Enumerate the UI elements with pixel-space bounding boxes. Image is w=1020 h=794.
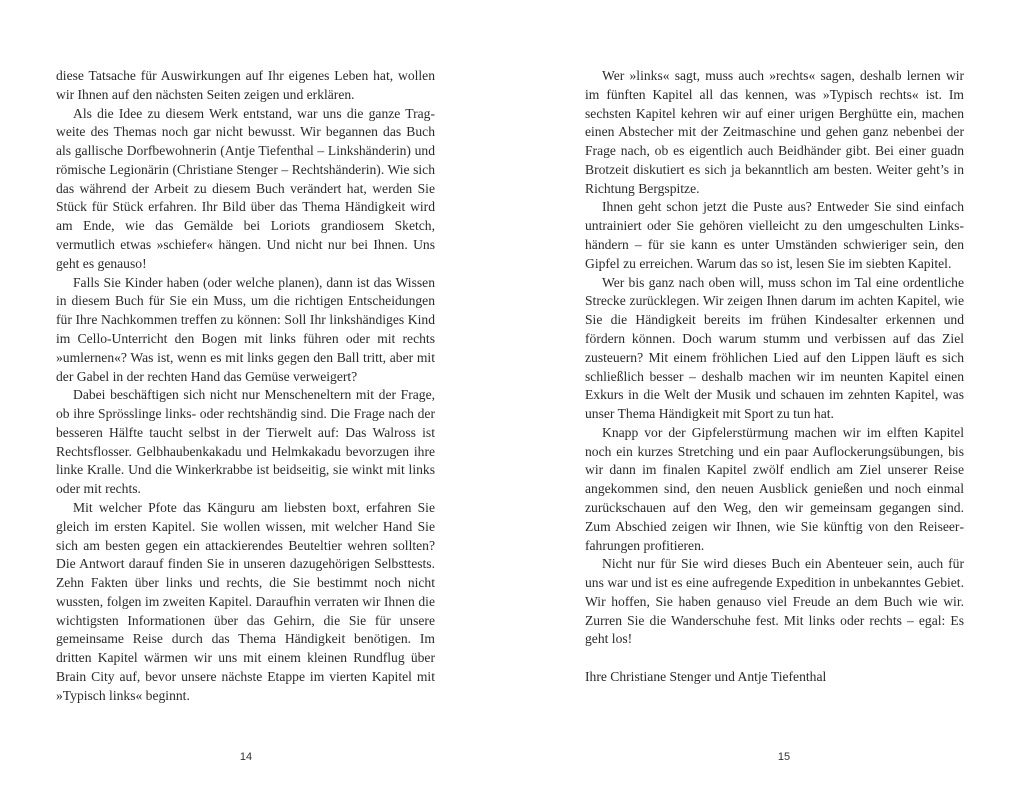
paragraph: diese Tatsache für Auswirkungen auf Ihr eigenes Leben hat, wollen wir Ihnen auf den nächsten Seiten zeigen und erklären. (56, 68, 435, 102)
signature: Ihre Christiane Stenger und Antje Tiefenthal (585, 668, 827, 684)
paragraph: Dabei beschäftigen sich nicht nur Menscheneltern mit der Frage, ob ihre Sprösslinge links- oder rechtshändig sind. Die Frage nach der besseren Hälfte taucht selbst in der Tierwelt auf: Das Walross ist Rechtsflosser. Gelbhaubenkakadu und Helmkakadu bevorzugen ihre linke Kralle. Und die Winkerkrabbe ist beidseitig, sie winkt mit links oder mit rechts. (56, 387, 435, 497)
paragraph: Nicht nur für Sie wird dieses Buch ein Abenteuer sein, auch für uns war und ist es eine aufregende Expedition in unbekanntes Gebiet. Wir hoffen, Sie haben genauso viel Freude an dem Buch wie wir. Zurren Sie die Wanderschuhe fest. Mit links oder rechts – egal: Es geht los! (585, 556, 964, 647)
page-number: 15 (777, 751, 791, 763)
paragraph: Wer »links« sagt, muss auch »rechts« sagen, deshalb lernen wir im fünften Kapitel all das kennen, was »Typisch rechts« ist. Im sechsten Kapitel kehren wir auf einer urigen Berghütte ein, machen einen Abstecher mit der Zeitmaschine und gehen ganz nebenbei der Frage nach, ob es eigentlich auch Beidhänder gibt. Bei einer guadn Brotzeit diskutiert es sich ja bekanntlich am besten. Weiter geht’s in Richtung Bergspitze. (585, 68, 964, 196)
right-page (510, 0, 1020, 794)
paragraph: Knapp vor der Gipfelerstürmung machen wir im elften Kapitel noch ein kurzes Stretching und ein paar Auflockerungsübungen, bis wir dann im finalen Kapitel zwölf endlich am Ziel unserer Reise angekommen sind, den neuen Ausblick genießen und noch einmal zurückschauen auf den Weg, den wir gemeinsam gegangen sind. Zum Abschied zeigen wir Ihnen, wie Sie künftig von den Reiseerfahrungen profitieren. (585, 424, 964, 553)
paragraph: Ihnen geht schon jetzt die Puste aus? Entweder Sie sind einfach untrainiert oder Sie gehören vielleicht zu den umgeschulten Linkshändern – für sie kann es unter Umständen schwieriger sein, den Gipfel zu erreichen. Warum das so ist, lesen Sie im siebten Kapitel. (585, 199, 964, 271)
right-page-text (585, 67, 964, 687)
paragraph: Falls Sie Kinder haben (oder welche planen), dann ist das Wissen in diesem Buch für Sie ein Muss, um die richtigen Entscheidungen für Ihre Nachkommen treffen zu können: Soll Ihr linkshändiges Kind im Cello-Unterricht den Bogen mit links führen oder mit rechts »umlernen«? Was ist, wenn es mit links gegen den Ball tritt, aber mit der Gabel in der rechten Hand das Gemüse verweigert? (56, 274, 435, 384)
left-page-text (56, 67, 435, 706)
page-number: 14 (239, 751, 253, 763)
paragraph: Mit welcher Pfote das Känguru am liebsten boxt, erfahren Sie gleich im ersten Kapitel. Sie wollen wissen, mit welcher Hand Sie sich am besten gegen ein attackierendes Beuteltier wehren sollten? Die Antwort darauf finden Sie in unseren dazugehörigen Selbsttests. Zehn Fakten über links und rechts, die Sie bestimmt noch nicht wussten, folgen im zweiten Kapitel. Daraufhin verraten wir Ihnen die wichtigsten Informationen über das Gehirn, die Sie für unsere gemeinsame Reise durch das Thema Händigkeit benötigen. Im dritten Kapitel wärmen wir uns mit einem kleinen Rundflug über Brain City auf, bevor unsere nächste Etappe im vierten Kapitel mit »Typisch links« beginnt. (56, 499, 435, 703)
paragraph: Als die Idee zu diesem Werk entstand, war uns die ganze Tragweite des Themas noch gar nicht bewusst. Wir begannen das Buch als gallische Dorfbewohnerin (Antje Tiefenthal – Linkshänderin) und römische Legionärin (Christiane Stenger – Rechtshänderin). Wie sich das während der Arbeit zu diesem Buch verändert hat, werden Sie Stück für Stück erfahren. Ihr Bild über das Thema Händigkeit wird am Ende, wie das Gemälde bei Loriots grandiosem Sketch, vermutlich etwas »schiefer« hängen. Und nicht nur bei Ihnen. Uns geht es genauso! (56, 105, 435, 271)
paragraph: Wer bis ganz nach oben will, muss schon im Tal eine ordentliche Strecke zurücklegen. Wir zeigen Ihnen darum im achten Kapitel, wie Sie die Händigkeit bereits im frühen Kindesalter erkennen und fördern können. Doch warum stumm und verbissen auf das Ziel zusteuern? Mit einem fröhlichen Lied auf den Lippen läuft es sich schließlich besser – deshalb machen wir im neunten Kapitel einen Exkurs in die Welt der Musik und schauen im zehnten Kapitel, was unser Thema Händigkeit mit Sport zu tun hat. (585, 274, 964, 422)
